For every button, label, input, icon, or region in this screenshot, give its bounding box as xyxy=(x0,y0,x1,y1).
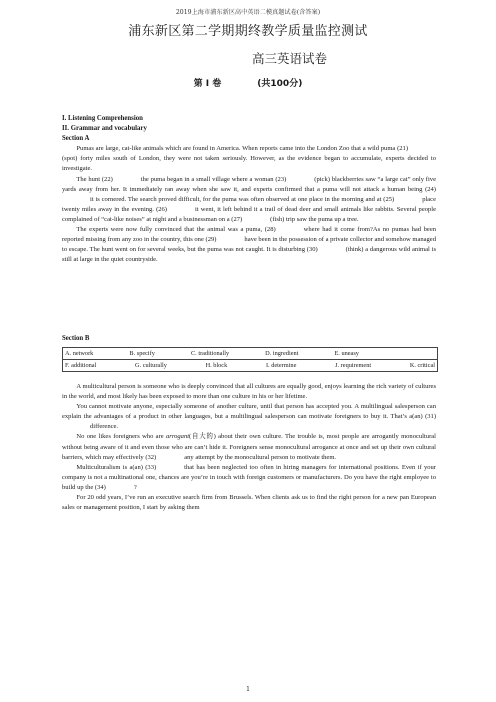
word-option: C. traditionally xyxy=(190,349,230,357)
section-b-heading: Section B xyxy=(62,335,90,342)
passage-a-paragraph-3: The experts were now fully convinced that the animal was a puma, (28) where had it come from?As no pumas had been reported missing from any zoo in the country, this one (29) have been in the possession of a private collector and somehow managed to escape. The hunt went on for several weeks, but the puma was not caught. It is disturbing (30) (think) a dangerous wild animal is still at large in the quiet countryside. xyxy=(62,226,437,264)
passage-b-paragraph-1: A multicultural person is someone who is deeply convinced that all cultures are equally good, enjoys learning the rich variety of cultures in the world, and most likely has been exposed to more than one culture in his or her lifetime. xyxy=(62,383,436,401)
passage-b-paragraph-3: No one likes foreigners who are arrogant(自大的) about their own culture. The trouble is, most people are arrogantly monocultural without being aware of it and even those who are can’t hide it. Foreigners sense monocultural arrogance at once and set up their own cultural barriers, which may effectively (32) any attempt by the monocultural person to motivate them. xyxy=(62,433,436,461)
grammar-heading: II. Grammar and vocabulary xyxy=(62,125,147,133)
word-option: F. additional xyxy=(65,361,97,369)
section-b-block xyxy=(62,382,436,513)
passage-b-paragraph-2: You cannot motivate anyone, especially someone of another culture, until that person has accepted you. A multilingual salesperson can explain the advantages of a product in other languages, but a multilingual salesperson can motivate foreigners to buy it. That’s a(an) (31)difference. xyxy=(62,403,436,431)
word-option xyxy=(395,350,435,358)
page-number: 1 xyxy=(246,686,250,693)
passage-b-paragraph-5: For 20 odd years, I’ve run an executive search firm from Brussels. When clients ask us to find the right person for a new pan European sales or management position, I start by asking them xyxy=(62,494,436,512)
exam-subtitle: 高三英语试卷 xyxy=(252,51,328,66)
part-score: (共100分) xyxy=(257,79,303,89)
section-a-block xyxy=(62,114,436,265)
word-bank-row-1 xyxy=(63,348,437,359)
word-option: E. uneasy xyxy=(334,349,359,357)
word-bank xyxy=(62,347,438,372)
word-option: D. ingredient xyxy=(265,349,299,357)
word-option: I. determine xyxy=(265,361,297,369)
running-header: 2019上海市浦东新区高中英语二模真题试卷(含答案) xyxy=(175,9,321,16)
word-bank-row-2 xyxy=(63,359,437,371)
passage-a-paragraph-1: Pumas are large, cat-like animals which are found in America. When reports came into the London Zoo that a wild puma (21)(spot) forty miles south of London, they were not taken seriously. However, as the evidence began to accumulate, experts decided to investigate. xyxy=(62,145,436,173)
word-option: H. block xyxy=(205,361,228,369)
part-label: 第 I 卷 xyxy=(193,79,222,89)
exam-title: 浦东新区第二学期期终教学质量监控测试 xyxy=(128,24,368,39)
listening-heading: I. Listening Comprehension xyxy=(62,115,143,122)
section-b-heading-wrap xyxy=(62,334,436,344)
word-option: K. critical xyxy=(409,361,435,369)
part-title xyxy=(0,76,496,89)
word-option: J. requirement xyxy=(335,361,372,369)
section-a-heading: Section A xyxy=(62,135,90,143)
passage-b-paragraph-4: Multiculturalism is a(an) (33) that has been neglected too often in hiring managers for international positions. Even if your company is not a multinational one, chances are you’re in touch with foreign customers or manufacturers. Do you have the right employee to build up the (34) ? xyxy=(62,463,436,491)
passage-a-paragraph-2: The hunt (22) the puma began in a small village where a woman (23) (pick) blackberries saw “a large cat” only five yards away from her. It immediately ran away when she saw it, and experts confirmed that a puma will not attack a human being (24)it is cornered. The search proved difficult, for the puma was often observed at one place in the morning and at (25) place twenty miles away in the evening. (26) it went, it left behind it a trail of dead deer and small animals like rabbits. Several people complained of “cat-like noises” at night and a businessman on a (27) (fish) trip saw the puma up a tree. xyxy=(62,175,437,223)
word-option: G. culturally xyxy=(135,361,167,369)
word-option: A. network xyxy=(65,349,94,357)
word-option: B. specify xyxy=(129,349,155,357)
